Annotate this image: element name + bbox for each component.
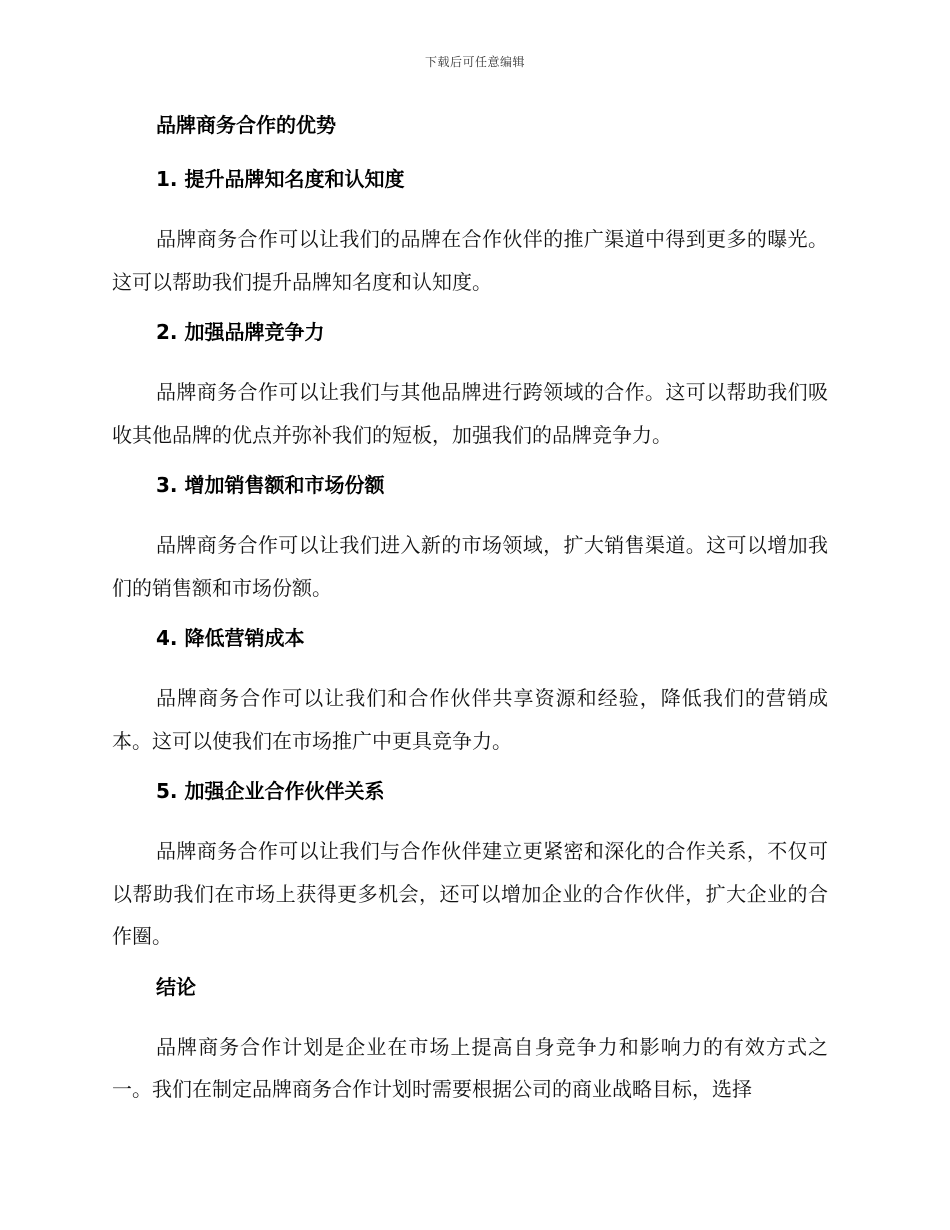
section-heading-4: 4. 降低营销成本 bbox=[156, 626, 305, 650]
header-note: 下载后可任意编辑 bbox=[424, 55, 525, 69]
section-heading-1: 1. 提升品牌知名度和认知度 bbox=[156, 167, 405, 191]
conclusion-paragraph: 品牌商务合作计划是企业在市场上提高自身竞争力和影响力的有效方式之一。我们在制定品牌商务合作计划时需要根据公司的商业战略目标，选择 bbox=[112, 1034, 828, 1101]
section-heading-5: 5. 加强企业合作伙伴关系 bbox=[156, 779, 385, 803]
section-paragraph-2: 品牌商务合作可以让我们与其他品牌进行跨领域的合作。这可以帮助我们吸收其他品牌的优点并弥补我们的短板，加强我们的品牌竞争力。 bbox=[112, 380, 828, 447]
section-paragraph-3: 品牌商务合作可以让我们进入新的市场领域，扩大销售渠道。这可以增加我们的销售额和市场份额。 bbox=[112, 533, 828, 600]
section-paragraph-4: 品牌商务合作可以让我们和合作伙伴共享资源和经验，降低我们的营销成本。这可以使我们在市场推广中更具竞争力。 bbox=[112, 686, 828, 753]
section-heading-2: 2. 加强品牌竞争力 bbox=[156, 320, 325, 344]
document-body bbox=[112, 110, 828, 1125]
section-paragraph-5: 品牌商务合作可以让我们与合作伙伴建立更紧密和深化的合作关系，不仅可以帮助我们在市场上获得更多机会，还可以增加企业的合作伙伴，扩大企业的合作圈。 bbox=[112, 839, 828, 948]
document-title: 品牌商务合作的优势 bbox=[156, 113, 336, 137]
conclusion-heading: 结论 bbox=[156, 974, 196, 999]
section-heading-3: 3. 增加销售额和市场份额 bbox=[156, 473, 385, 497]
section-paragraph-1: 品牌商务合作可以让我们的品牌在合作伙伴的推广渠道中得到更多的曝光。这可以帮助我们提升品牌知名度和认知度。 bbox=[112, 227, 828, 294]
